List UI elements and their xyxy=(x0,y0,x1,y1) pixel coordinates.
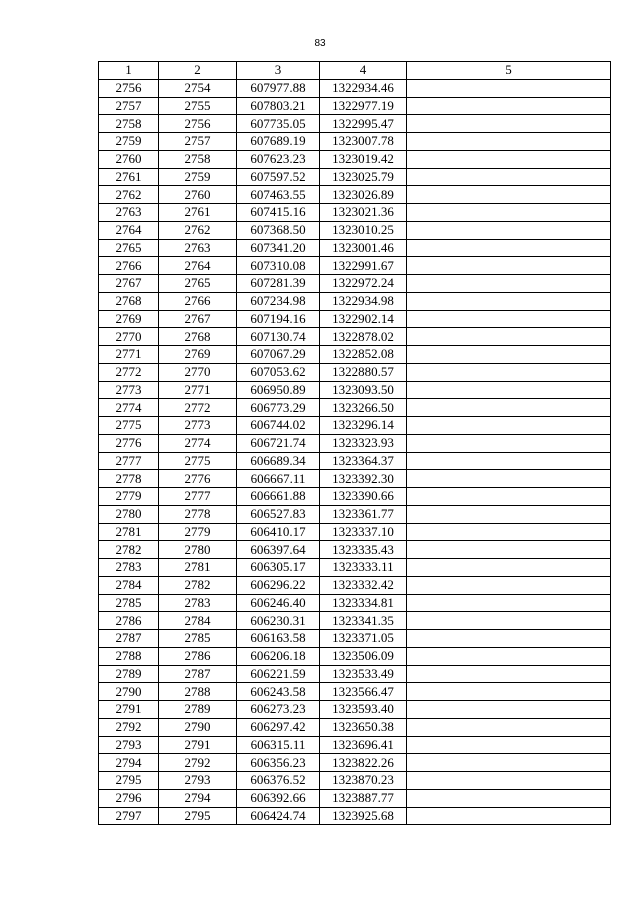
cell-x-coordinate: 607689.19 xyxy=(237,133,320,151)
cell-y-coordinate: 1323332.42 xyxy=(320,576,407,594)
cell-y-coordinate: 1323593.40 xyxy=(320,701,407,719)
cell-prev-point-number: 2779 xyxy=(159,523,237,541)
table-row xyxy=(99,718,611,736)
cell-point-number: 2763 xyxy=(99,204,159,222)
cell-prev-point-number: 2762 xyxy=(159,221,237,239)
cell-note xyxy=(407,665,611,683)
cell-prev-point-number: 2772 xyxy=(159,399,237,417)
cell-y-coordinate: 1323696.41 xyxy=(320,736,407,754)
cell-note xyxy=(407,470,611,488)
cell-prev-point-number: 2795 xyxy=(159,807,237,825)
cell-point-number: 2773 xyxy=(99,381,159,399)
table-row xyxy=(99,328,611,346)
cell-note xyxy=(407,559,611,577)
cell-x-coordinate: 606163.58 xyxy=(237,630,320,648)
cell-point-number: 2776 xyxy=(99,434,159,452)
cell-note xyxy=(407,754,611,772)
cell-point-number: 2774 xyxy=(99,399,159,417)
cell-point-number: 2781 xyxy=(99,523,159,541)
table-row xyxy=(99,168,611,186)
column-header-5: 5 xyxy=(407,62,611,80)
cell-prev-point-number: 2774 xyxy=(159,434,237,452)
cell-x-coordinate: 607053.62 xyxy=(237,363,320,381)
cell-y-coordinate: 1323390.66 xyxy=(320,488,407,506)
cell-y-coordinate: 1323925.68 xyxy=(320,807,407,825)
cell-point-number: 2766 xyxy=(99,257,159,275)
cell-point-number: 2797 xyxy=(99,807,159,825)
table-row xyxy=(99,665,611,683)
cell-prev-point-number: 2793 xyxy=(159,772,237,790)
cell-note xyxy=(407,275,611,293)
cell-prev-point-number: 2783 xyxy=(159,594,237,612)
table-row xyxy=(99,505,611,523)
cell-note xyxy=(407,488,611,506)
cell-y-coordinate: 1323296.14 xyxy=(320,417,407,435)
table-row xyxy=(99,789,611,807)
cell-note xyxy=(407,505,611,523)
cell-note xyxy=(407,186,611,204)
cell-y-coordinate: 1322852.08 xyxy=(320,346,407,364)
cell-point-number: 2789 xyxy=(99,665,159,683)
cell-point-number: 2770 xyxy=(99,328,159,346)
cell-x-coordinate: 606773.29 xyxy=(237,399,320,417)
table-row xyxy=(99,346,611,364)
cell-y-coordinate: 1323021.36 xyxy=(320,204,407,222)
table-row xyxy=(99,523,611,541)
cell-point-number: 2783 xyxy=(99,559,159,577)
cell-y-coordinate: 1323093.50 xyxy=(320,381,407,399)
cell-prev-point-number: 2755 xyxy=(159,97,237,115)
cell-x-coordinate: 606246.40 xyxy=(237,594,320,612)
cell-point-number: 2771 xyxy=(99,346,159,364)
table-row xyxy=(99,97,611,115)
table-row xyxy=(99,736,611,754)
cell-x-coordinate: 606721.74 xyxy=(237,434,320,452)
table-row xyxy=(99,417,611,435)
table-row xyxy=(99,381,611,399)
cell-x-coordinate: 606206.18 xyxy=(237,647,320,665)
cell-prev-point-number: 2770 xyxy=(159,363,237,381)
cell-point-number: 2787 xyxy=(99,630,159,648)
table-row xyxy=(99,133,611,151)
table-row xyxy=(99,701,611,719)
cell-prev-point-number: 2757 xyxy=(159,133,237,151)
cell-x-coordinate: 607341.20 xyxy=(237,239,320,257)
cell-point-number: 2794 xyxy=(99,754,159,772)
cell-note xyxy=(407,133,611,151)
table-row xyxy=(99,594,611,612)
cell-prev-point-number: 2791 xyxy=(159,736,237,754)
cell-y-coordinate: 1323650.38 xyxy=(320,718,407,736)
column-header-2: 2 xyxy=(159,62,237,80)
cell-prev-point-number: 2789 xyxy=(159,701,237,719)
cell-y-coordinate: 1323333.11 xyxy=(320,559,407,577)
cell-note xyxy=(407,647,611,665)
cell-note xyxy=(407,718,611,736)
table-row xyxy=(99,576,611,594)
cell-prev-point-number: 2778 xyxy=(159,505,237,523)
cell-x-coordinate: 606527.83 xyxy=(237,505,320,523)
cell-prev-point-number: 2761 xyxy=(159,204,237,222)
cell-note xyxy=(407,417,611,435)
cell-y-coordinate: 1323334.81 xyxy=(320,594,407,612)
coordinates-table xyxy=(98,61,611,825)
cell-y-coordinate: 1322972.24 xyxy=(320,275,407,293)
cell-note xyxy=(407,115,611,133)
cell-point-number: 2779 xyxy=(99,488,159,506)
cell-point-number: 2795 xyxy=(99,772,159,790)
cell-note xyxy=(407,789,611,807)
cell-prev-point-number: 2786 xyxy=(159,647,237,665)
table-row xyxy=(99,683,611,701)
cell-prev-point-number: 2788 xyxy=(159,683,237,701)
cell-point-number: 2792 xyxy=(99,718,159,736)
cell-x-coordinate: 607415.16 xyxy=(237,204,320,222)
table-row xyxy=(99,399,611,417)
cell-point-number: 2788 xyxy=(99,647,159,665)
cell-x-coordinate: 606230.31 xyxy=(237,612,320,630)
cell-point-number: 2785 xyxy=(99,594,159,612)
cell-note xyxy=(407,328,611,346)
cell-note xyxy=(407,381,611,399)
cell-note xyxy=(407,701,611,719)
cell-x-coordinate: 607194.16 xyxy=(237,310,320,328)
cell-y-coordinate: 1322977.19 xyxy=(320,97,407,115)
cell-prev-point-number: 2794 xyxy=(159,789,237,807)
cell-y-coordinate: 1323010.25 xyxy=(320,221,407,239)
cell-prev-point-number: 2759 xyxy=(159,168,237,186)
cell-point-number: 2767 xyxy=(99,275,159,293)
cell-y-coordinate: 1323870.23 xyxy=(320,772,407,790)
cell-x-coordinate: 607623.23 xyxy=(237,150,320,168)
cell-note xyxy=(407,363,611,381)
cell-x-coordinate: 607977.88 xyxy=(237,79,320,97)
cell-note xyxy=(407,630,611,648)
table-row xyxy=(99,239,611,257)
cell-y-coordinate: 1323026.89 xyxy=(320,186,407,204)
cell-note xyxy=(407,239,611,257)
cell-x-coordinate: 607130.74 xyxy=(237,328,320,346)
cell-x-coordinate: 606397.64 xyxy=(237,541,320,559)
cell-point-number: 2758 xyxy=(99,115,159,133)
table-row xyxy=(99,204,611,222)
cell-y-coordinate: 1323566.47 xyxy=(320,683,407,701)
cell-y-coordinate: 1323533.49 xyxy=(320,665,407,683)
cell-y-coordinate: 1323337.10 xyxy=(320,523,407,541)
table-row xyxy=(99,275,611,293)
cell-x-coordinate: 607463.55 xyxy=(237,186,320,204)
cell-prev-point-number: 2760 xyxy=(159,186,237,204)
cell-point-number: 2782 xyxy=(99,541,159,559)
cell-x-coordinate: 606410.17 xyxy=(237,523,320,541)
cell-y-coordinate: 1323341.35 xyxy=(320,612,407,630)
table-row xyxy=(99,363,611,381)
cell-prev-point-number: 2776 xyxy=(159,470,237,488)
cell-x-coordinate: 606744.02 xyxy=(237,417,320,435)
cell-point-number: 2778 xyxy=(99,470,159,488)
cell-y-coordinate: 1323025.79 xyxy=(320,168,407,186)
cell-x-coordinate: 607310.08 xyxy=(237,257,320,275)
cell-x-coordinate: 607067.29 xyxy=(237,346,320,364)
cell-y-coordinate: 1322991.67 xyxy=(320,257,407,275)
cell-point-number: 2775 xyxy=(99,417,159,435)
cell-x-coordinate: 606296.22 xyxy=(237,576,320,594)
cell-point-number: 2780 xyxy=(99,505,159,523)
table-row xyxy=(99,115,611,133)
cell-x-coordinate: 607803.21 xyxy=(237,97,320,115)
cell-x-coordinate: 606297.42 xyxy=(237,718,320,736)
cell-x-coordinate: 606950.89 xyxy=(237,381,320,399)
cell-point-number: 2759 xyxy=(99,133,159,151)
table-row xyxy=(99,772,611,790)
cell-x-coordinate: 606667.11 xyxy=(237,470,320,488)
cell-prev-point-number: 2768 xyxy=(159,328,237,346)
cell-note xyxy=(407,292,611,310)
cell-prev-point-number: 2764 xyxy=(159,257,237,275)
cell-note xyxy=(407,612,611,630)
cell-y-coordinate: 1323266.50 xyxy=(320,399,407,417)
cell-x-coordinate: 606315.11 xyxy=(237,736,320,754)
table-body xyxy=(99,79,611,825)
cell-note xyxy=(407,523,611,541)
cell-prev-point-number: 2763 xyxy=(159,239,237,257)
cell-y-coordinate: 1323392.30 xyxy=(320,470,407,488)
cell-x-coordinate: 607597.52 xyxy=(237,168,320,186)
cell-prev-point-number: 2766 xyxy=(159,292,237,310)
cell-note xyxy=(407,683,611,701)
cell-x-coordinate: 607735.05 xyxy=(237,115,320,133)
cell-x-coordinate: 607281.39 xyxy=(237,275,320,293)
table-row xyxy=(99,807,611,825)
cell-y-coordinate: 1323007.78 xyxy=(320,133,407,151)
table-row xyxy=(99,612,611,630)
cell-point-number: 2791 xyxy=(99,701,159,719)
table-row xyxy=(99,310,611,328)
cell-point-number: 2786 xyxy=(99,612,159,630)
cell-y-coordinate: 1322934.46 xyxy=(320,79,407,97)
cell-point-number: 2793 xyxy=(99,736,159,754)
cell-x-coordinate: 606424.74 xyxy=(237,807,320,825)
cell-y-coordinate: 1323001.46 xyxy=(320,239,407,257)
cell-point-number: 2760 xyxy=(99,150,159,168)
table-row xyxy=(99,221,611,239)
cell-note xyxy=(407,452,611,470)
cell-note xyxy=(407,594,611,612)
cell-note xyxy=(407,772,611,790)
cell-y-coordinate: 1323323.93 xyxy=(320,434,407,452)
table-row xyxy=(99,647,611,665)
cell-point-number: 2761 xyxy=(99,168,159,186)
cell-note xyxy=(407,310,611,328)
cell-y-coordinate: 1322878.02 xyxy=(320,328,407,346)
cell-x-coordinate: 606273.23 xyxy=(237,701,320,719)
table-row xyxy=(99,79,611,97)
cell-prev-point-number: 2775 xyxy=(159,452,237,470)
table-row xyxy=(99,559,611,577)
column-header-1: 1 xyxy=(99,62,159,80)
cell-x-coordinate: 606221.59 xyxy=(237,665,320,683)
cell-note xyxy=(407,79,611,97)
cell-note xyxy=(407,736,611,754)
cell-note xyxy=(407,541,611,559)
table-row xyxy=(99,150,611,168)
cell-x-coordinate: 606243.58 xyxy=(237,683,320,701)
cell-x-coordinate: 606689.34 xyxy=(237,452,320,470)
cell-note xyxy=(407,168,611,186)
cell-prev-point-number: 2782 xyxy=(159,576,237,594)
cell-prev-point-number: 2771 xyxy=(159,381,237,399)
cell-point-number: 2765 xyxy=(99,239,159,257)
cell-note xyxy=(407,399,611,417)
cell-y-coordinate: 1322995.47 xyxy=(320,115,407,133)
table-row xyxy=(99,470,611,488)
cell-note xyxy=(407,346,611,364)
table-header-row xyxy=(99,62,611,80)
cell-note xyxy=(407,221,611,239)
cell-y-coordinate: 1323371.05 xyxy=(320,630,407,648)
cell-point-number: 2757 xyxy=(99,97,159,115)
column-header-4: 4 xyxy=(320,62,407,80)
cell-prev-point-number: 2784 xyxy=(159,612,237,630)
cell-x-coordinate: 606392.66 xyxy=(237,789,320,807)
cell-prev-point-number: 2787 xyxy=(159,665,237,683)
table-row xyxy=(99,186,611,204)
cell-prev-point-number: 2785 xyxy=(159,630,237,648)
cell-point-number: 2768 xyxy=(99,292,159,310)
cell-x-coordinate: 606376.52 xyxy=(237,772,320,790)
cell-y-coordinate: 1323361.77 xyxy=(320,505,407,523)
table-row xyxy=(99,452,611,470)
cell-y-coordinate: 1322880.57 xyxy=(320,363,407,381)
cell-prev-point-number: 2767 xyxy=(159,310,237,328)
page-number: 83 xyxy=(314,38,326,49)
column-header-3: 3 xyxy=(237,62,320,80)
table-row xyxy=(99,754,611,772)
cell-y-coordinate: 1323019.42 xyxy=(320,150,407,168)
cell-prev-point-number: 2792 xyxy=(159,754,237,772)
cell-x-coordinate: 607234.98 xyxy=(237,292,320,310)
cell-point-number: 2777 xyxy=(99,452,159,470)
cell-y-coordinate: 1322902.14 xyxy=(320,310,407,328)
cell-point-number: 2762 xyxy=(99,186,159,204)
cell-note xyxy=(407,807,611,825)
cell-prev-point-number: 2754 xyxy=(159,79,237,97)
cell-prev-point-number: 2758 xyxy=(159,150,237,168)
cell-point-number: 2784 xyxy=(99,576,159,594)
table-row xyxy=(99,292,611,310)
cell-x-coordinate: 606661.88 xyxy=(237,488,320,506)
cell-note xyxy=(407,204,611,222)
cell-prev-point-number: 2773 xyxy=(159,417,237,435)
cell-y-coordinate: 1323506.09 xyxy=(320,647,407,665)
cell-prev-point-number: 2777 xyxy=(159,488,237,506)
cell-point-number: 2790 xyxy=(99,683,159,701)
cell-note xyxy=(407,97,611,115)
table-row xyxy=(99,257,611,275)
cell-note xyxy=(407,257,611,275)
cell-y-coordinate: 1323364.37 xyxy=(320,452,407,470)
cell-prev-point-number: 2781 xyxy=(159,559,237,577)
cell-note xyxy=(407,576,611,594)
cell-y-coordinate: 1323887.77 xyxy=(320,789,407,807)
cell-x-coordinate: 607368.50 xyxy=(237,221,320,239)
cell-point-number: 2764 xyxy=(99,221,159,239)
cell-point-number: 2772 xyxy=(99,363,159,381)
cell-note xyxy=(407,150,611,168)
table-row xyxy=(99,434,611,452)
table-row xyxy=(99,488,611,506)
cell-point-number: 2769 xyxy=(99,310,159,328)
cell-y-coordinate: 1323335.43 xyxy=(320,541,407,559)
cell-point-number: 2756 xyxy=(99,79,159,97)
cell-x-coordinate: 606356.23 xyxy=(237,754,320,772)
table-row xyxy=(99,541,611,559)
cell-prev-point-number: 2769 xyxy=(159,346,237,364)
cell-y-coordinate: 1322934.98 xyxy=(320,292,407,310)
cell-prev-point-number: 2790 xyxy=(159,718,237,736)
cell-prev-point-number: 2756 xyxy=(159,115,237,133)
cell-note xyxy=(407,434,611,452)
table-row xyxy=(99,630,611,648)
cell-prev-point-number: 2780 xyxy=(159,541,237,559)
cell-y-coordinate: 1323822.26 xyxy=(320,754,407,772)
cell-point-number: 2796 xyxy=(99,789,159,807)
cell-x-coordinate: 606305.17 xyxy=(237,559,320,577)
cell-prev-point-number: 2765 xyxy=(159,275,237,293)
